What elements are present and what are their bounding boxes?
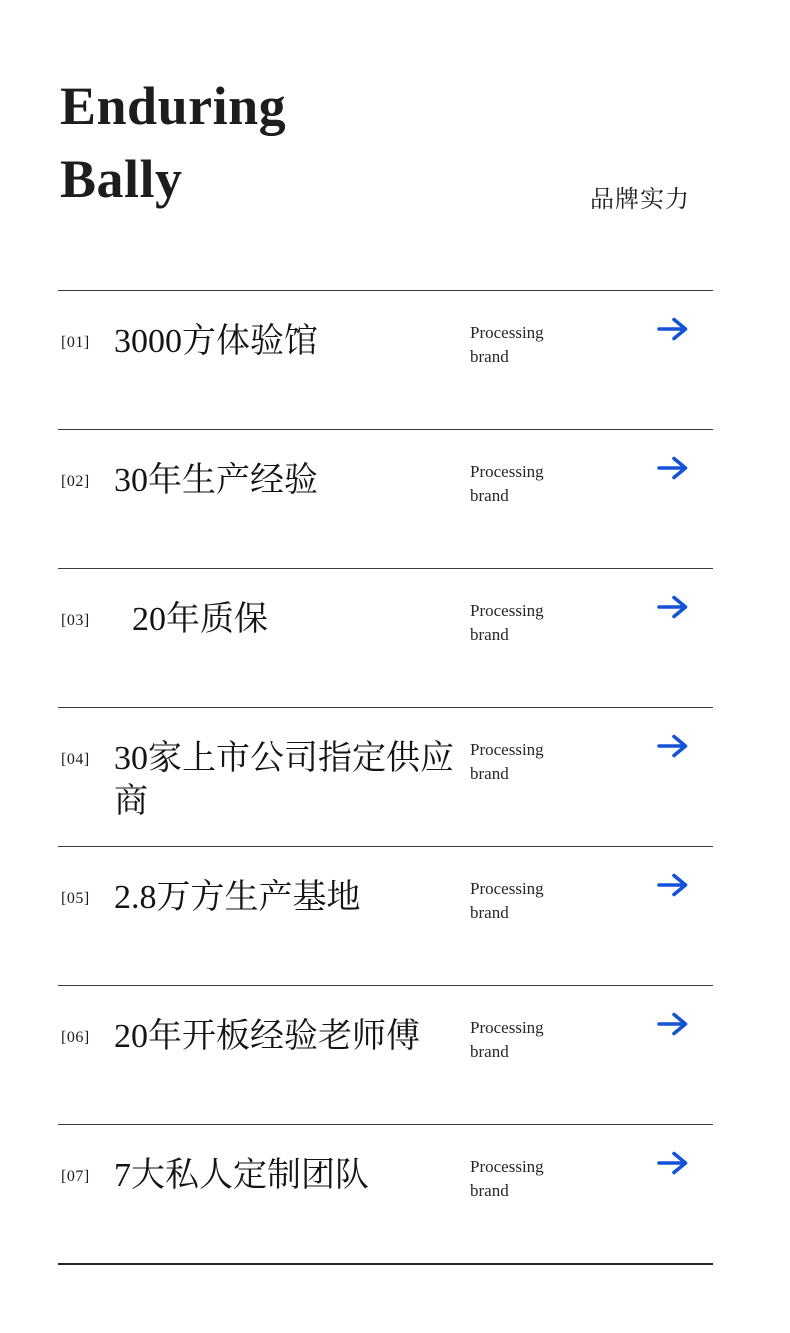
item-index: [06] [61,1029,90,1046]
arrow-right-icon[interactable] [656,454,692,482]
item-note-line2: brand [470,1181,509,1201]
item-note-line1: Processing [470,740,544,759]
item-title: 2.8万方生产基地 [114,879,361,916]
header [58,0,713,290]
item-note-line1: Processing [470,1018,544,1037]
item-note-line1: Processing [470,323,544,342]
item-title: 20年质保 [132,601,268,638]
arrow-right-icon[interactable] [656,315,692,343]
list-item [58,429,713,568]
list-item [58,985,713,1124]
item-title: 30家上市公司指定供应商 [114,740,454,820]
item-note-line2: brand [470,486,509,506]
list-item [58,1124,713,1263]
item-title: 3000方体验馆 [114,323,318,360]
arrow-right-icon[interactable] [656,871,692,899]
list-item [58,568,713,707]
feature-list [58,290,713,1265]
item-note-line1: Processing [470,879,544,898]
arrow-right-icon[interactable] [656,1010,692,1038]
arrow-right-icon[interactable] [656,1149,692,1177]
item-index: [01] [61,334,90,351]
item-note-line1: Processing [470,1157,544,1176]
list-item [58,846,713,985]
item-note-line2: brand [470,903,509,923]
list-item [58,290,713,429]
item-note-line1: Processing [470,462,544,481]
item-note [470,321,655,369]
item-index: [03] [61,612,90,629]
item-note-line2: brand [470,625,509,645]
item-title: 30年生产经验 [114,462,318,499]
arrow-right-icon[interactable] [656,732,692,760]
arrow-right-icon[interactable] [656,593,692,621]
item-note [470,1155,655,1203]
item-title: 20年开板经验老师傅 [114,1018,420,1055]
item-title: 7大私人定制团队 [114,1157,369,1194]
header-subtitle: 品牌实力 [590,187,690,213]
page-title-line1: Enduring [60,76,287,136]
item-note [470,1016,655,1064]
item-note [470,738,655,786]
item-note-line2: brand [470,1042,509,1062]
item-note-line1: Processing [470,601,544,620]
page-title-line2: Bally [60,149,183,210]
list-item [58,707,713,846]
item-index: [04] [61,751,90,768]
item-note [470,599,655,647]
item-note-line2: brand [470,347,509,367]
item-note [470,877,655,925]
item-index: [07] [61,1168,90,1185]
item-index: [05] [61,890,90,907]
item-index: [02] [61,473,90,490]
item-note [470,460,655,508]
item-note-line2: brand [470,764,509,784]
